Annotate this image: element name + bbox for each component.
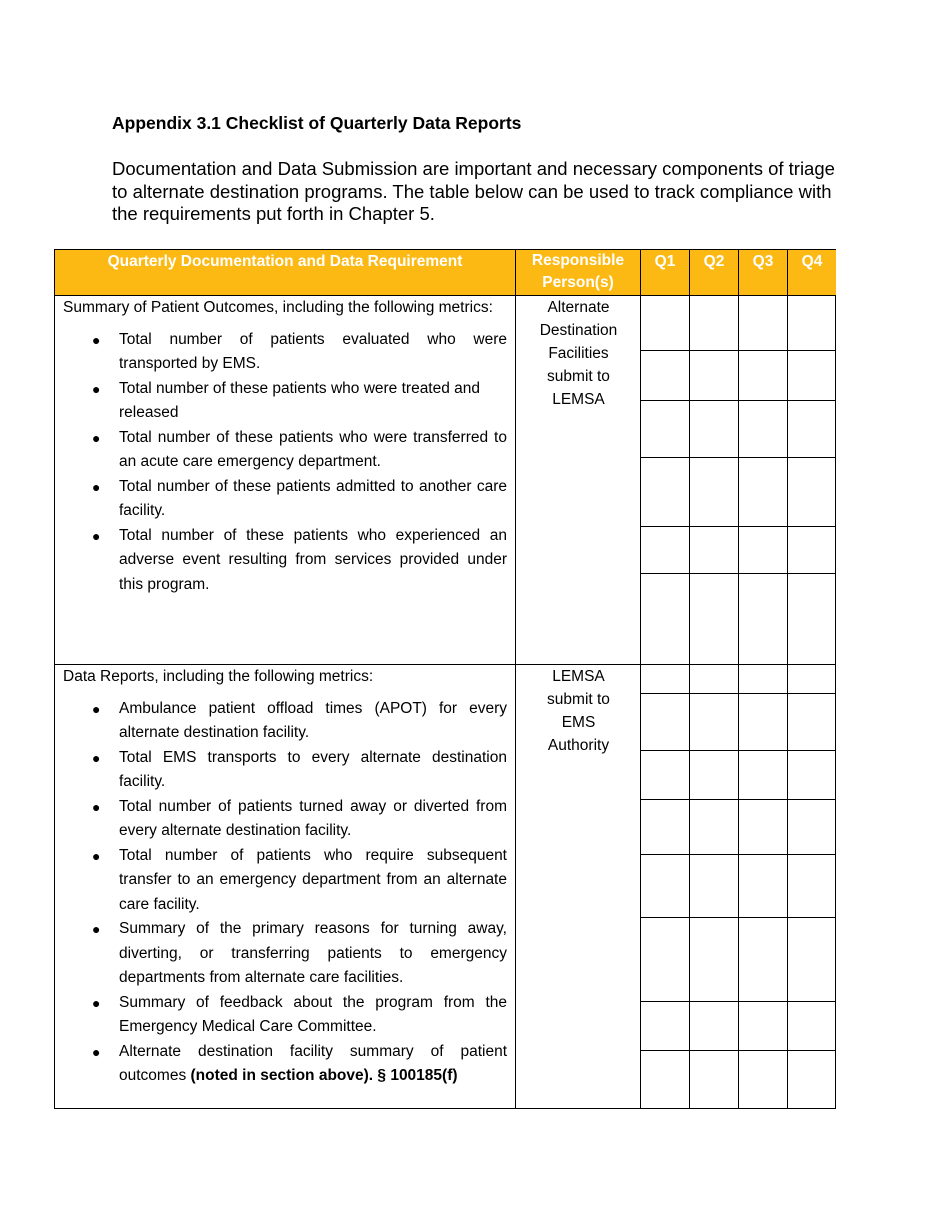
list-item: ● Total number of these patients who experienced an adverse event resulting from services provided under this program. <box>119 524 507 598</box>
bullet-icon: ● <box>92 700 101 717</box>
responsible-lemsa: LEMSA submit to EMS Authority <box>547 668 610 754</box>
intro-paragraph: Documentation and Data Submission are important and necessary components of triage to alternate destination programs. The table below can be used to track compliance with the requirements put forth in Chapter 5. <box>112 158 835 224</box>
checklist-table <box>54 249 836 1109</box>
check-row-line <box>641 750 835 751</box>
check-row-line <box>641 457 835 458</box>
bullet-icon: ● <box>92 1043 101 1060</box>
section-intro: Data Reports, including the following metrics: <box>63 668 374 685</box>
bullet-icon: ● <box>92 749 101 766</box>
responsible-facilities: Alternate Destination Facilities submit to LEMSA <box>539 299 618 408</box>
header-q4: Q4 <box>788 250 836 295</box>
header-q2: Q2 <box>690 250 739 295</box>
header-responsible: Responsible Person(s) <box>516 250 641 295</box>
check-row-line <box>641 799 835 800</box>
check-row-line <box>641 854 835 855</box>
check-row-line <box>641 693 835 694</box>
metrics-list <box>63 328 507 598</box>
header-q1: Q1 <box>641 250 690 295</box>
bullet-icon: ● <box>92 429 101 446</box>
list-item: ● Total number of patients who require subsequent transfer to an emergency department from an alternate care facility. <box>119 844 507 918</box>
list-item: ● Summary of the primary reasons for turning away, diverting, or transferring patients to emergency departments from alternate care facilities. <box>119 917 507 991</box>
list-item: ● Alternate destination facility summary of patient outcomes (noted in section above). § 100185(f) <box>119 1040 507 1089</box>
bullet-icon: ● <box>92 798 101 815</box>
check-row-line <box>641 917 835 918</box>
check-row-line <box>641 1001 835 1002</box>
col-divider-4 <box>738 295 739 1109</box>
list-item: ● Total number of these patients admitted to another care facility. <box>119 475 507 524</box>
list-item: ● Total number of patients turned away or diverted from every alternate destination facility. <box>119 795 507 844</box>
list-item: ● Ambulance patient offload times (APOT) for every alternate destination facility. <box>119 697 507 746</box>
header-requirement: Quarterly Documentation and Data Requirement <box>55 250 516 295</box>
bullet-icon: ● <box>92 527 101 544</box>
bullet-icon: ● <box>92 331 101 348</box>
bullet-icon: ● <box>92 994 101 1011</box>
bullet-icon: ● <box>92 921 101 937</box>
metrics-list <box>63 697 507 1089</box>
check-row-line <box>641 350 835 351</box>
check-row-line <box>641 1050 835 1051</box>
check-row-line <box>641 573 835 574</box>
check-row-line <box>641 400 835 401</box>
col-divider-5 <box>787 295 788 1109</box>
list-item: ● Total number of patients evaluated who were transported by EMS. <box>119 328 507 377</box>
section-intro: Summary of Patient Outcomes, including the following metrics: <box>63 299 493 316</box>
section-patient-outcomes <box>55 296 515 597</box>
bullet-icon: ● <box>92 478 101 495</box>
header-q3: Q3 <box>739 250 788 295</box>
list-item: ● Total number of these patients who were transferred to an acute care emergency department. <box>119 426 507 475</box>
bullet-icon: ● <box>92 847 101 864</box>
list-item: ● Summary of feedback about the program from the Emergency Medical Care Committee. <box>119 991 507 1040</box>
list-item: ● Total number of these patients who were treated and released <box>119 377 507 426</box>
page-title: Appendix 3.1 Checklist of Quarterly Data Reports <box>112 113 522 133</box>
section-data-reports <box>55 665 515 1089</box>
col-divider-3 <box>689 295 690 1109</box>
citation: (noted in section above). § 100185(f) <box>190 1067 458 1084</box>
list-item: ● Total EMS transports to every alternate destination facility. <box>119 746 507 795</box>
check-row-line <box>641 526 835 527</box>
bullet-icon: ● <box>92 380 101 397</box>
